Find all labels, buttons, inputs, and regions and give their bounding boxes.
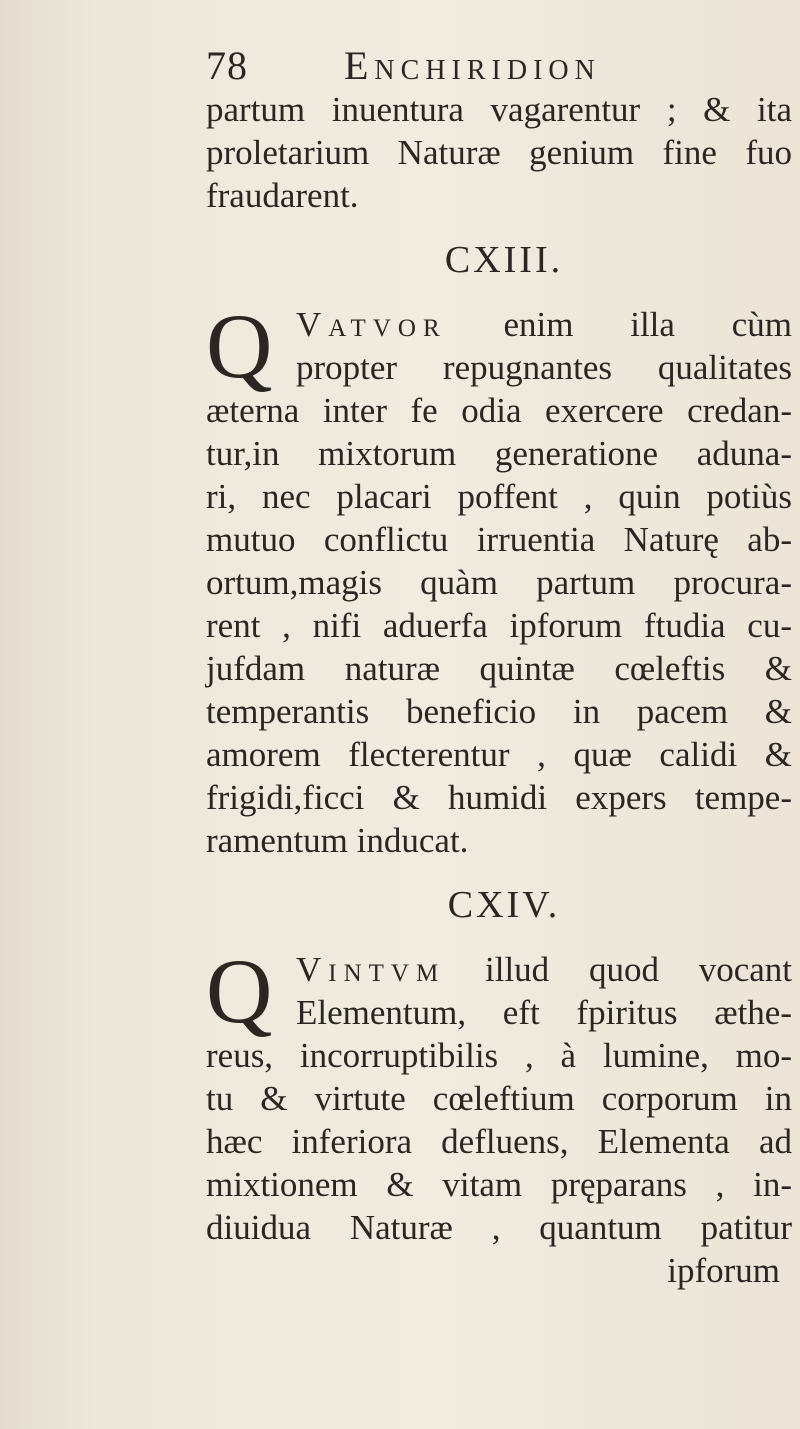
text-line: æterna inter fe odia exercere credan- — [206, 391, 792, 430]
paragraph — [206, 295, 793, 862]
text-line: tu & virtute cœleftium corporum in — [206, 1079, 792, 1118]
drop-cap: Q — [206, 295, 273, 397]
page-header — [206, 42, 766, 90]
text-line: diuidua Naturæ , quantum patitur — [206, 1208, 792, 1247]
text-line: hæc inferiora defluens, Elementa ad — [206, 1122, 792, 1161]
opening-word: Vatvor — [296, 305, 447, 344]
text-line: mutuo conflictu irruentia Naturę ab- — [206, 520, 792, 559]
text-line: ri, nec placari poffent , quin potiùs — [206, 477, 792, 516]
section-heading: CXIII. — [444, 239, 564, 281]
text-line: Elementum, eft fpiritus æthe- — [296, 993, 792, 1032]
text-line: propter repugnantes qualitates — [296, 348, 792, 387]
section-heading: CXIV. — [447, 884, 561, 926]
text-line: tur,in mixtorum generatione aduna- — [206, 434, 792, 473]
text-line: ortum,magis quàm partum procura- — [206, 563, 792, 602]
text-line: temperantis beneficio in pacem & — [206, 692, 792, 731]
catchword: ipforum — [667, 1251, 780, 1290]
text-line — [206, 303, 792, 346]
text-body — [206, 88, 792, 1292]
text-line — [206, 948, 792, 991]
drop-cap: Q — [206, 940, 273, 1042]
text-line: fraudarent. — [206, 176, 359, 215]
text-line: jufdam naturæ quintæ cœleftis & — [206, 649, 792, 688]
paragraph — [206, 940, 793, 1292]
running-title: Enchiridion — [344, 43, 601, 88]
text-line: rent , nifi aduerfa ipforum ftudia cu- — [206, 606, 792, 645]
text-line: frigidi,ficci & humidi expers tempe- — [206, 778, 792, 817]
text-line: proletarium Naturæ genium fine fuo — [206, 133, 792, 172]
lead-text: enim illa cùm — [503, 305, 793, 344]
text-line: partum inuentura vagarentur ; & ita — [206, 90, 792, 129]
text-line: reus, incorruptibilis , à lumine, mo- — [206, 1036, 792, 1075]
text-line: amorem flecterentur , quæ calidi & — [206, 735, 792, 774]
lead-text: illud quod vocant — [485, 950, 793, 989]
page-number: 78 — [206, 43, 248, 88]
text-line: ramentum inducat. — [206, 821, 469, 860]
text-line: mixtionem & vitam pręparans , in- — [206, 1165, 792, 1204]
opening-word: Vintvm — [296, 950, 446, 989]
